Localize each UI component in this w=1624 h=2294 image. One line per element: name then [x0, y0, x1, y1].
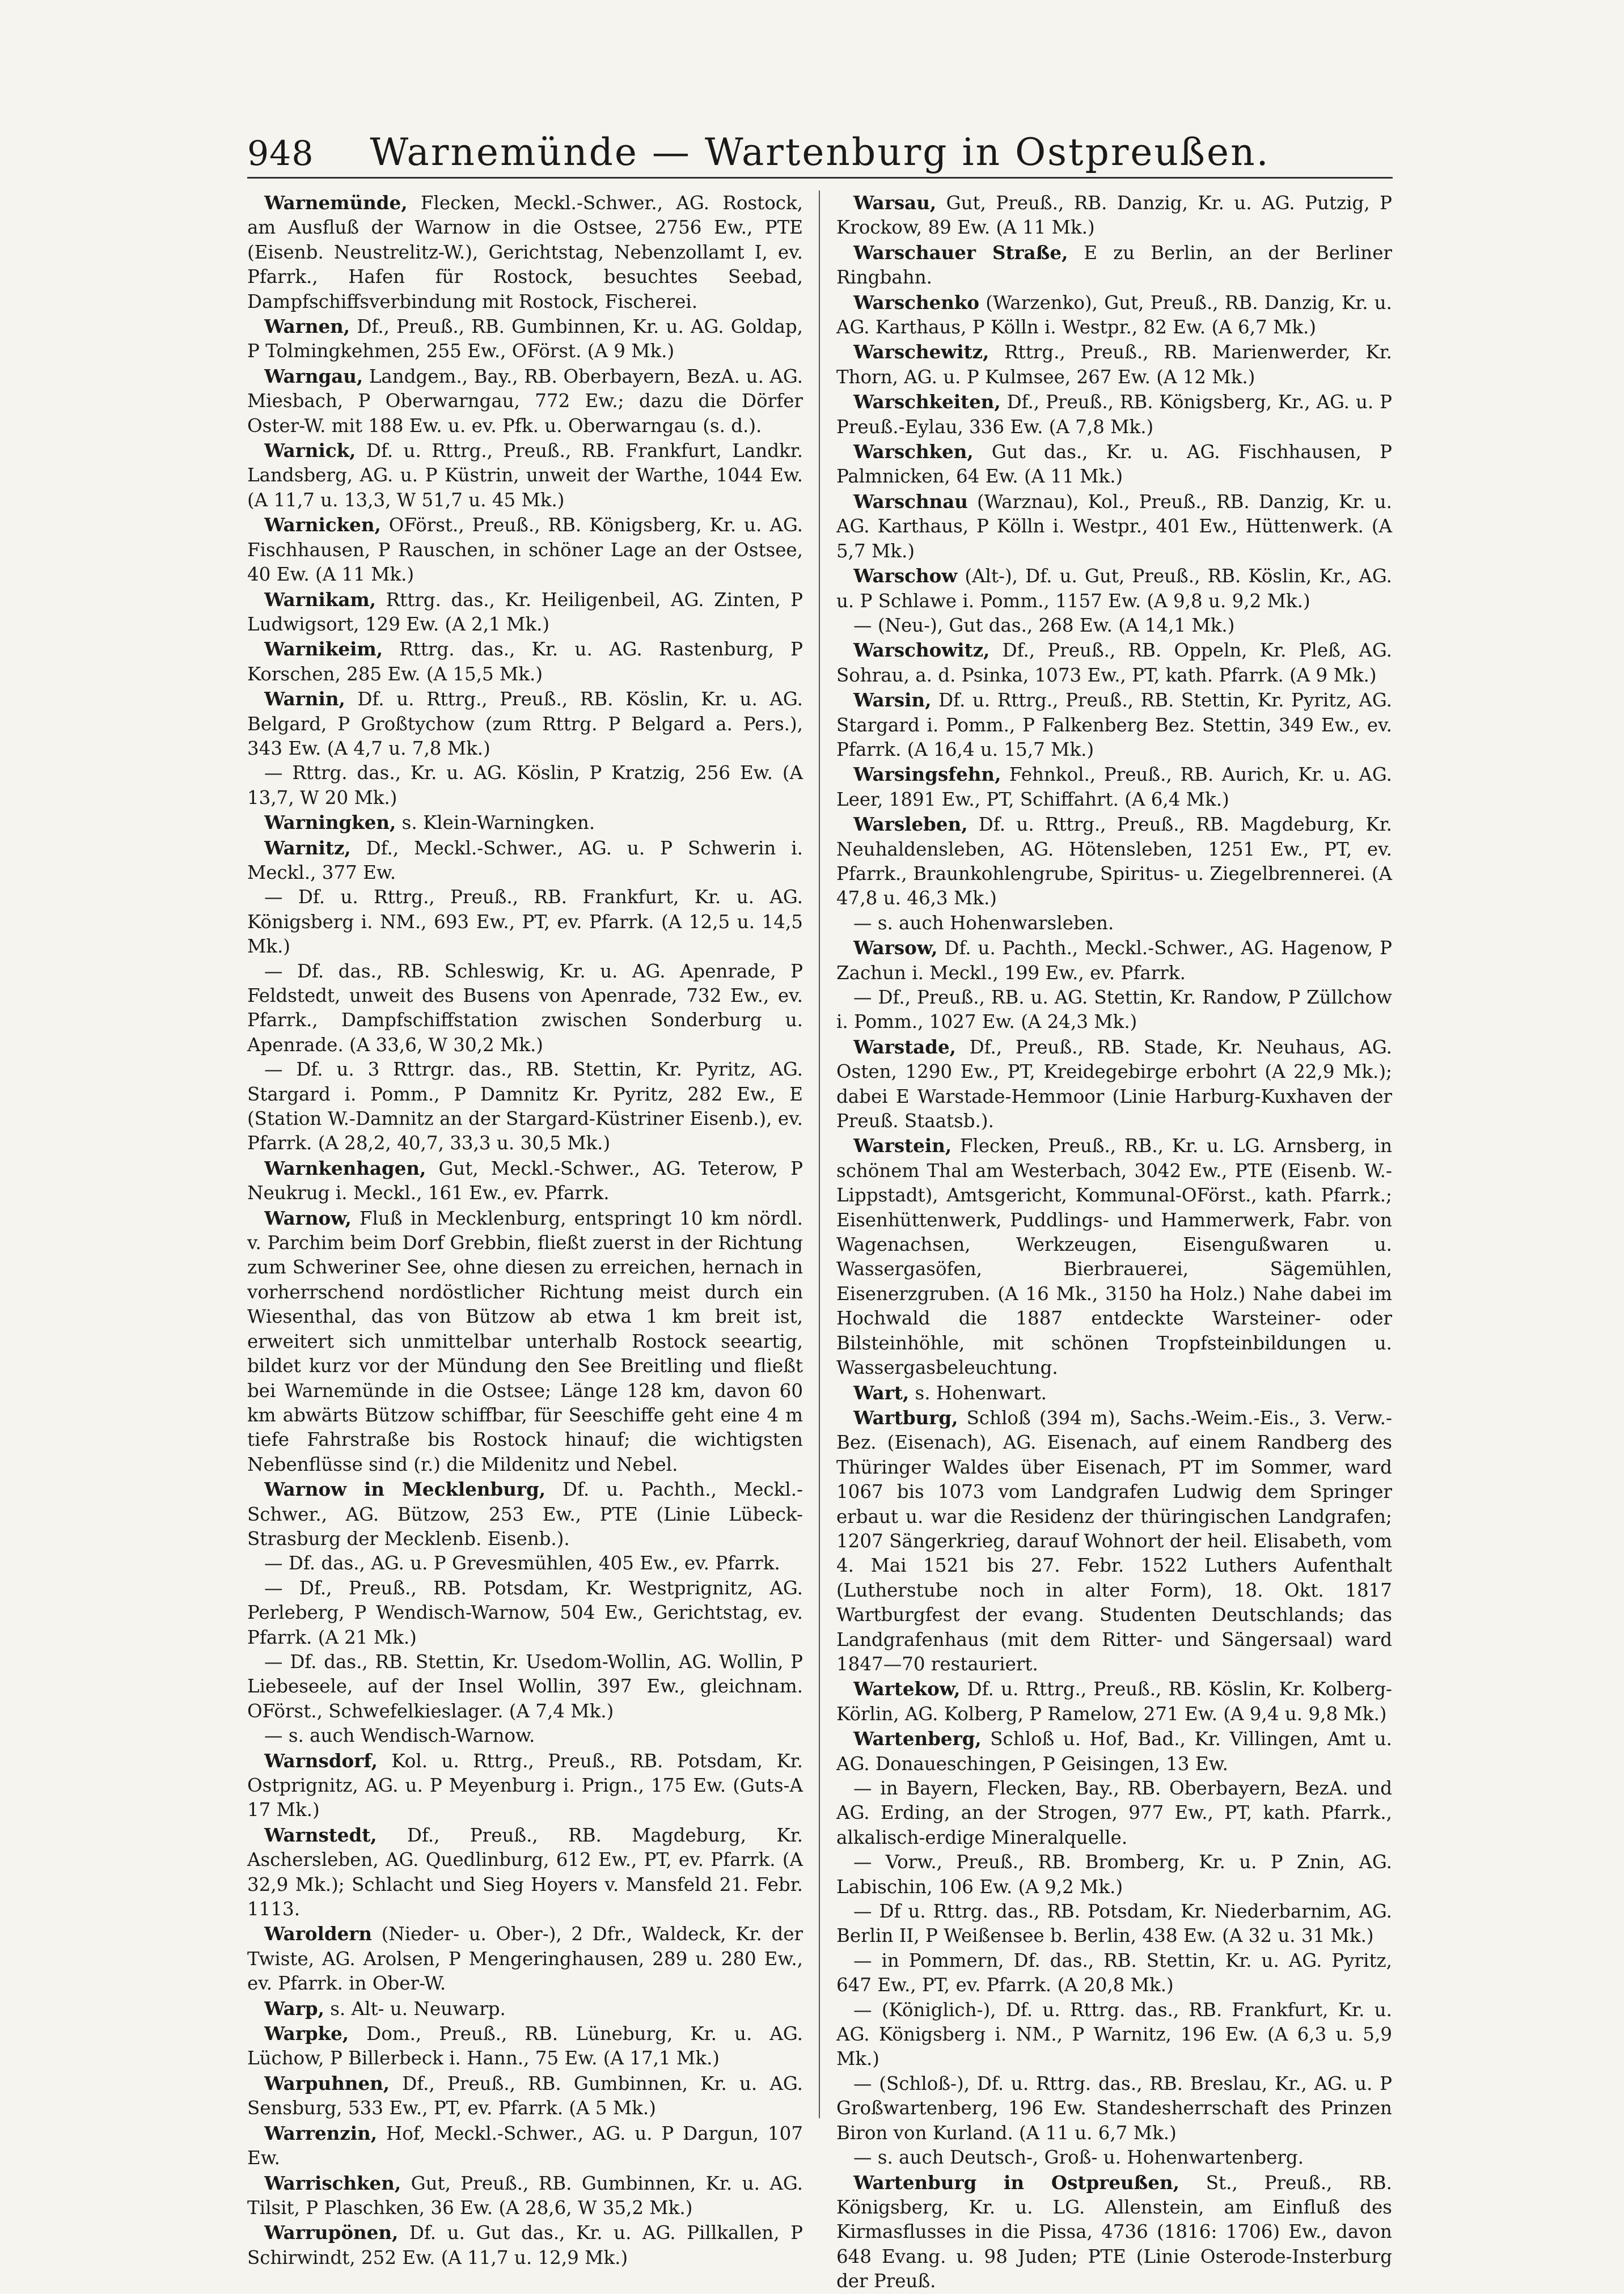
gazetteer-entry: [836, 1726, 1392, 1776]
entry-text: s. Klein-Warningken.: [396, 812, 595, 834]
entry-headword: Warschauer Straße,: [853, 241, 1068, 264]
entry-headword: Warrenzin,: [264, 2122, 378, 2144]
entry-headword: Wartenburg in Ostpreußen,: [853, 2171, 1179, 2194]
gazetteer-entry: [247, 1057, 803, 1156]
entry-text: Df., Preuß., RB. Magdeburg, Kr. Aschersleben, AG. Quedlinburg, 612 Ew., PT, ev. Pfarrk. (A 32,9 Mk.); Schlacht und Sieg Hoyers v. Mansfeld 21. Febr. 1113.: [247, 1824, 803, 1920]
gazetteer-entry: [247, 2071, 803, 2121]
entry-headword: Warnow,: [264, 1207, 352, 1229]
gazetteer-entry: [247, 1921, 803, 1996]
entry-headword: Warngau,: [264, 365, 363, 387]
entry-text: — (Schloß-), Df. u. Rttrg. das., RB. Breslau, Kr., AG. u. P Großwartenberg, 196 Ew. Standesherrschaft des Prinzen Biron von Kurland. (A 11 u. 6,7 Mk.): [836, 2072, 1392, 2144]
gazetteer-entry: [247, 1823, 803, 1922]
entry-headword: Warschenko: [853, 291, 980, 314]
gazetteer-entry: [836, 439, 1392, 489]
entry-headword: Warnicken,: [264, 514, 381, 536]
gazetteer-entry: [836, 1035, 1392, 1134]
gazetteer-entry: [247, 885, 803, 959]
entry-text: Flecken, Meckl.-Schwer., AG. Rostock, am Ausfluß der Warnow in die Ostsee, 2756 Ew., PTE (Eisenb. Neustrelitz-W.), Gerichtstag, Nebenzollamt I, ev. Pfarrk., Hafen für Rostock, besuchtes Seebad, Dampfschiffsverbindung mit Rostock, Fischerei.: [247, 192, 803, 312]
entry-text: Df., Preuß., RB. Gumbinnen, Kr. u. AG. Goldap, P Tolmingkehmen, 255 Ew., OFörst. (A 9 Mk.): [247, 316, 803, 362]
entry-headword: Warschken,: [853, 441, 974, 463]
entry-text: Df. u. Rttrg., Preuß., RB. Köslin, Kr. Kolberg-Körlin, AG. Kolberg, P Ramelow, 271 Ew. (A 9,4 u. 9,8 Mk.): [836, 1678, 1392, 1725]
gazetteer-entry: [836, 911, 1392, 936]
gazetteer-entry: [247, 2121, 803, 2171]
entry-text: Df., Preuß., RB. Königsberg, Kr., AG. u. P Preuß.-Eylau, 336 Ew. (A 7,8 Mk.): [836, 391, 1392, 438]
gazetteer-entry: [247, 364, 803, 438]
entry-text: Rttrg. das., Kr. u. AG. Rastenburg, P Korschen, 285 Ew. (A 15,5 Mk.): [247, 638, 803, 685]
gazetteer-entry: [836, 638, 1392, 688]
entry-text: St., Preuß., RB. Königsberg, Kr. u. LG. Allenstein, am Einfluß des Kirmasflusses in die Pissa, 4736 (1816: 1706) Ew., davon 648 Evang. u. 98 Juden; PTE (Linie Osterode-Insterburg der Preuß.: [836, 2172, 1392, 2292]
gazetteer-entry: [247, 1477, 803, 1551]
entry-text: Gut das., Kr. u. AG. Fischhausen, P Palmnicken, 64 Ew. (A 11 Mk.): [836, 441, 1392, 488]
entry-headword: Warschewitz,: [853, 341, 989, 363]
gazetteer-entry: [247, 959, 803, 1058]
entry-headword: Warsow,: [853, 937, 938, 959]
gazetteer-entry: [247, 587, 803, 637]
entry-text: Fehnkol., Preuß., RB. Aurich, Kr. u. AG. Leer, 1891 Ew., PT, Schiffahrt. (A 6,4 Mk.): [836, 764, 1392, 810]
gazetteer-entry: [836, 340, 1392, 390]
entry-headword: Warp,: [264, 1997, 324, 2020]
entry-headword: Warrischken,: [264, 2172, 401, 2194]
gazetteer-entry: [836, 1949, 1392, 1998]
entry-headword: Waroldern: [264, 1923, 373, 1945]
entry-text: — s. auch Deutsch-, Groß- u. Hohenwartenberg.: [853, 2147, 1304, 2169]
gazetteer-entry: [836, 1381, 1392, 1406]
entry-text: Df., Preuß., RB. Stade, Kr. Neuhaus, AG. Osten, 1290 Ew., PT, Kreidegebirge erbohrt (A 22,9 Mk.); dabei E Warstade-Hemmoor (Linie Harburg-Kuxhaven der Preuß. Staatsb.).: [836, 1036, 1392, 1132]
entry-text: Landgem., Bay., RB. Oberbayern, BezA. u. AG. Miesbach, P Oberwarngau, 772 Ew.; dazu die Dörfer Oster-W. mit 188 Ew. u. ev. Pfk. u. Oberwarngau (s. d.).: [247, 365, 803, 437]
entry-text: (Warzenko), Gut, Preuß., RB. Danzig, Kr. u. AG. Karthaus, P Kölln i. Westpr., 82 Ew. (A 6,7 Mk.): [836, 291, 1392, 338]
entry-headword: Warnin,: [264, 688, 345, 710]
entry-text: Gut, Preuß., RB. Gumbinnen, Kr. u. AG. Tilsit, P Plaschken, 36 Ew. (A 28,6, W 35,2 Mk.): [247, 2172, 803, 2219]
gazetteer-entry: [836, 985, 1392, 1035]
entry-text: Df. u. Rttrg., Preuß., RB. Köslin, Kr. u. AG. Belgard, P Großtychow (zum Rttrg. P Belgard a. Pers.), 343 Ew. (A 4,7 u. 7,8 Mk.): [247, 688, 803, 759]
gazetteer-entry: [836, 1406, 1392, 1677]
gazetteer-entry: [836, 2170, 1392, 2294]
entry-text: Flecken, Preuß., RB., Kr. u. LG. Arnsberg, in schönem Thal am Westerbach, 3042 Ew., PTE (Eisenb. W.-Lippstadt), Amtsgericht, Kommunal-OFörst., kath. Pfarrk.; Eisenhüttenwerk, Puddlings- und Hammerwerk, Fabr. von Wagenachsen, Werkzeugen, Eisengußwaren u. Wassergasöfen, Bierbrauerei, Sägemühlen, Eisenerzgruben. (A 16 Mk., 3150 ha Holz.) Nahe dabei im Hochwald die 1887 entdeckte Warsteiner- oder Bilsteinhöhle, mit schönen Tropfsteinbildungen u. Wassergasbeleuchtung.: [836, 1135, 1392, 1379]
entry-headword: Warpke,: [264, 2022, 349, 2045]
gazetteer-entry: [247, 1206, 803, 1477]
entry-text: Df. u. Pachth., Meckl.-Schwer., AG. Bützow, 253 Ew., PTE (Linie Lübeck-Strasburg der Mecklenb. Eisenb.).: [247, 1479, 803, 1550]
gazetteer-entry: [247, 513, 803, 587]
gazetteer-entry: [836, 290, 1392, 340]
header-rule: [247, 177, 1393, 179]
entry-headword: Warsin,: [853, 689, 932, 712]
gazetteer-entry: [836, 1850, 1392, 1899]
entry-text: Df. u. Gut das., Kr. u. AG. Pillkallen, P Schirwindt, 252 Ew. (A 11,7 u. 12,9 Mk.): [247, 2222, 803, 2268]
entry-headword: Warschow: [853, 565, 958, 587]
left-column: [247, 191, 803, 2268]
entry-headword: Warschowitz,: [853, 639, 990, 662]
entry-headword: Warsingsfehn,: [853, 763, 1001, 786]
gazetteer-entry: [836, 240, 1392, 290]
gazetteer-entry: [836, 390, 1392, 439]
entry-text: — Vorw., Preuß., RB. Bromberg, Kr. u. P Znin, AG. Labischin, 106 Ew. (A 9,2 Mk.): [836, 1851, 1392, 1898]
entry-headword: Warnitz,: [264, 836, 351, 859]
gazetteer-entry: [247, 1551, 803, 1576]
entry-text: — Df. das., AG. u. P Grevesmühlen, 405 Ew., ev. Pfarrk.: [264, 1552, 780, 1575]
entry-text: — Df., Preuß., RB. u. AG. Stettin, Kr. Randow, P Züllchow i. Pomm., 1027 Ew. (A 24,3 Mk.): [836, 987, 1392, 1033]
entry-text: (Alt-), Df. u. Gut, Preuß., RB. Köslin, Kr., AG. u. P Schlawe i. Pomm., 1157 Ew. (A 9,8 u. 9,2 Mk.): [836, 565, 1392, 612]
gazetteer-entry: [836, 936, 1392, 985]
entry-text: E zu Berlin, an der Berliner Ringbahn.: [836, 242, 1392, 289]
entry-text: — Df u. Rttrg. das., RB. Potsdam, Kr. Niederbarnim, AG. Berlin II, P Weißensee b. Berlin, 438 Ew. (A 32 u. 31 Mk.): [836, 1901, 1392, 1947]
gazetteer-entry: [247, 761, 803, 810]
entry-text: Df. u. Rttrg., Preuß., RB. Stettin, Kr. Pyritz, AG. Stargard i. Pomm., P Falkenberg Bez. Stettin, 349 Ew., ev. Pfarrk. (A 16,4 u. 15,7 Mk.): [836, 689, 1392, 760]
entry-text: — s. auch Hohenwarsleben.: [853, 912, 1114, 934]
entry-headword: Warnstedt,: [264, 1823, 377, 1846]
entry-text: Hof, Meckl.-Schwer., AG. u. P Dargun, 107 Ew.: [247, 2122, 803, 2169]
entry-text: Gut, Meckl.-Schwer., AG. Teterow, P Neukrug i. Meckl., 161 Ew., ev. Pfarrk.: [247, 1157, 803, 1204]
column-divider: [819, 191, 820, 2118]
entry-headword: Warrupönen,: [264, 2221, 399, 2244]
gazetteer-entry: [247, 687, 803, 761]
entry-text: — in Pommern, Df. das., RB. Stettin, Kr. u. AG. Pyritz, 647 Ew., PT, ev. Pfarrk. (A 20,8 Mk.): [836, 1949, 1392, 1996]
gazetteer-entry: [247, 2171, 803, 2221]
right-column: [836, 191, 1392, 2292]
gazetteer-entry: [247, 191, 803, 314]
entry-text: — (Neu-), Gut das., 268 Ew. (A 14,1 Mk.): [853, 614, 1235, 636]
page-number: 948: [247, 134, 314, 173]
entry-text: Dom., Preuß., RB. Lüneburg, Kr. u. AG. Lüchow, P Billerbeck i. Hann., 75 Ew. (A 17,1 Mk.): [247, 2023, 803, 2069]
entry-headword: Warnen,: [264, 315, 350, 338]
gazetteer-entry: [836, 2072, 1392, 2145]
entry-text: — in Bayern, Flecken, Bay., RB. Oberbayern, BezA. und AG. Erding, an der Strogen, 977 Ew., PT, kath. Pfarrk., alkalisch-erdige Mineralquelle.: [836, 1777, 1392, 1848]
gazetteer-entry: [247, 2220, 803, 2270]
entry-text: Df. u. Pachth., Meckl.-Schwer., AG. Hagenow, P Zachun i. Meckl., 199 Ew., ev. Pfarrk.: [836, 937, 1392, 984]
entry-headword: Warningken,: [264, 811, 396, 834]
entry-text: OFörst., Preuß., RB. Königsberg, Kr. u. AG. Fischhausen, P Rauschen, in schöner Lage an der Ostsee, 40 Ew. (A 11 Mk.): [247, 514, 803, 586]
gazetteer-entry: [836, 1899, 1392, 1949]
entry-text: — Rttrg. das., Kr. u. AG. Köslin, P Kratzig, 256 Ew. (A 13,7, W 20 Mk.): [247, 762, 803, 809]
entry-text: — Df. u. Rttrg., Preuß., RB. Frankfurt, Kr. u. AG. Königsberg i. NM., 693 Ew., PT, ev. Pfarrk. (A 12,5 u. 14,5 Mk.): [247, 886, 803, 958]
entry-text: Schloß u. Hof, Bad., Kr. Villingen, Amt u. AG. Donaueschingen, P Geisingen, 13 Ew.: [836, 1728, 1392, 1775]
gazetteer-entry: [247, 2021, 803, 2071]
gazetteer-entry: [836, 1677, 1392, 1726]
gazetteer-entry: [247, 1576, 803, 1650]
entry-headword: Warnsdorf,: [264, 1749, 378, 1772]
entry-headword: Wartburg,: [853, 1406, 958, 1429]
entry-text: Fluß in Mecklenburg, entspringt 10 km nördl. v. Parchim beim Dorf Grebbin, fließt zuerst in der Richtung zum Schweriner See, ohne diesen zu erreichen, hernach in vorherrschend nordöstlicher Richtung meist durch ein Wiesenthal, das von Bützow ab etwa 1 km breit ist, erweitert sich unmittelbar unterhalb Rostock seeartig, bildet kurz vor der Mündung den See Breitling und fließt bei Warnemünde in die Ostsee; Länge 128 km, davon 60 km abwärts Bützow schiffbar, für Seeschiffe geht eine 4 m tiefe Fahrstraße bis Rostock hinauf; die wichtigsten Nebenflüsse sind (r.) die Mildenitz und Nebel.: [247, 1207, 803, 1475]
entry-text: — Df., Preuß., RB. Potsdam, Kr. Westprignitz, AG. Perleberg, P Wendisch-Warnow, 504 Ew., Gerichtstag, ev. Pfarrk. (A 21 Mk.): [247, 1577, 803, 1648]
entry-headword: Warnikeim,: [264, 638, 383, 661]
entry-text: Rttrg., Preuß., RB. Marienwerder, Kr. Thorn, AG. u. P Kulmsee, 267 Ew. (A 12 Mk.): [836, 341, 1392, 388]
gazetteer-entry: [836, 1133, 1392, 1380]
entry-text: Df. u. Rttrg., Preuß., RB. Frankfurt, Landkr. Landsberg, AG. u. P Küstrin, unweit der Warthe, 1044 Ew. (A 11,7 u. 13,3, W 51,7 u. 45 Mk.): [247, 440, 803, 511]
gazetteer-entry: [836, 812, 1392, 911]
entry-headword: Warnemünde,: [264, 192, 408, 214]
entry-headword: Warsleben,: [853, 813, 968, 836]
entry-text: Df., Preuß., RB. Oppeln, Kr. Pleß, AG. Sohrau, a. d. Psinka, 1073 Ew., PT, kath. Pfarrk. (A 9 Mk.): [836, 640, 1392, 686]
gazetteer-entry: [836, 688, 1392, 762]
entry-text: Gut, Preuß., RB. Danzig, Kr. u. AG. Putzig, P Krockow, 89 Ew. (A 11 Mk.): [836, 192, 1392, 239]
page-header: [247, 130, 1393, 193]
gazetteer-entry: [247, 1724, 803, 1748]
gazetteer-entry: [836, 762, 1392, 812]
entry-headword: Warsau,: [853, 192, 937, 214]
gazetteer-entry: [247, 1996, 803, 2021]
gazetteer-entry: [247, 836, 803, 886]
entry-headword: Warpuhnen,: [264, 2072, 390, 2094]
entry-text: — (Königlich-), Df. u. Rttrg. das., RB. Frankfurt, Kr. u. AG. Königsberg i. NM., P Warnitz, 196 Ew. (A 6,3 u. 5,9 Mk.): [836, 1999, 1392, 2070]
entry-headword: Warschnau: [853, 490, 968, 513]
entry-text: s. Hohenwart.: [909, 1382, 1047, 1404]
gazetteer-entry: [247, 314, 803, 364]
gazetteer-entry: [836, 2145, 1392, 2170]
entry-headword: Wartekow,: [853, 1678, 961, 1700]
entry-headword: Warnikam,: [264, 588, 377, 611]
gazetteer-entry: [836, 489, 1392, 564]
entry-headword: Wartenberg,: [853, 1728, 982, 1750]
entry-text: Kol. u. Rttrg., Preuß., RB. Potsdam, Kr. Ostprignitz, AG. u. P Meyenburg i. Prign., 175 Ew. (Guts-A 17 Mk.): [247, 1750, 803, 1821]
gazetteer-entry: [836, 1998, 1392, 2072]
entry-text: s. Alt- u. Neuwarp.: [324, 1997, 506, 2020]
gazetteer-entry: [247, 1749, 803, 1823]
entry-text: (Nieder- u. Ober-), 2 Dfr., Waldeck, Kr. der Twiste, AG. Arolsen, P Mengeringhausen, 289 u. 280 Ew., ev. Pfarrk. in Ober-W.: [247, 1923, 803, 1995]
gazetteer-entry: [836, 613, 1392, 638]
entry-text: Rttrg. das., Kr. Heiligenbeil, AG. Zinten, P Ludwigsort, 129 Ew. (A 2,1 Mk.): [247, 589, 803, 635]
entry-text: — Df. u. 3 Rttrgr. das., RB. Stettin, Kr. Pyritz, AG. Stargard i. Pomm., P Damnitz Kr. Pyritz, 282 Ew., E (Station W.-Damnitz an der Stargard-Küstriner Eisenb.), ev. Pfarrk. (A 28,2, 40,7, 33,3 u. 30,5 Mk.): [247, 1059, 803, 1154]
entry-headword: Warstein,: [853, 1135, 952, 1157]
gazetteer-entry: [247, 1156, 803, 1206]
entry-text: — s. auch Wendisch-Warnow.: [264, 1725, 535, 1747]
entry-headword: Warnick,: [264, 439, 356, 462]
gazetteer-entry: [836, 191, 1392, 240]
entry-headword: Warschkeiten,: [853, 391, 1001, 413]
entry-text: Df. u. Rttrg., Preuß., RB. Magdeburg, Kr. Neuhaldensleben, AG. Hötensleben, 1251 Ew., PT, ev. Pfarrk., Braunkohlengrube, Spiritus- u. Ziegelbrennerei. (A 47,8 u. 46,3 Mk.): [836, 814, 1392, 909]
gazetteer-entry: [836, 1776, 1392, 1850]
entry-headword: Warstade,: [853, 1035, 956, 1058]
entry-headword: Warnow in Mecklenburg,: [264, 1478, 546, 1501]
entry-text: Schloß (394 m), Sachs.-Weim.-Eis., 3. Verw.-Bez. (Eisenach), AG. Eisenach, auf einem Randberg des Thüringer Waldes über Eisenach, PT im Sommer, ward 1067 bis 1073 vom Landgrafen Ludwig dem Springer erbaut u. war die Residenz der thüringischen Landgrafen; 1207 Sängerkrieg, darauf Wohnort der heil. Elisabeth, vom 4. Mai 1521 bis 27. Febr. 1522 Luthers Aufenthalt (Lutherstube noch in alter Form), 18. Okt. 1817 Wartburgfest der evang. Studenten Deutschlands; das Landgrafenhaus (mit dem Ritter- und Sängersaal) ward 1847—70 restauriert.: [836, 1407, 1392, 1675]
entry-headword: Warnkenhagen,: [264, 1157, 426, 1179]
entry-text: Df., Meckl.-Schwer., AG. u. P Schwerin i. Meckl., 377 Ew.: [247, 837, 803, 883]
entry-headword: Wart,: [853, 1381, 910, 1404]
entry-text: — Df. das., RB. Schleswig, Kr. u. AG. Apenrade, P Feldstedt, unweit des Busens von Apenrade, 732 Ew., ev. Pfarrk., Dampfschiffstation zwischen Sonderburg u. Apenrade. (A 33,6, W 30,2 Mk.): [247, 960, 803, 1056]
gazetteer-entry: [247, 1650, 803, 1724]
running-title: Warnemünde — Wartenburg in Ostpreußen.: [370, 130, 1270, 174]
entry-text: (Warznau), Kol., Preuß., RB. Danzig, Kr. u. AG. Karthaus, P Kölln i. Westpr., 401 Ew., Hüttenwerk. (A 5,7 Mk.): [836, 490, 1392, 562]
gazetteer-entry: [247, 810, 803, 835]
gazetteer-entry: [247, 438, 803, 513]
entry-text: — Df. das., RB. Stettin, Kr. Usedom-Wollin, AG. Wollin, P Liebeseele, auf der Insel Wollin, 397 Ew., gleichnam. OFörst., Schwefelkieslager. (A 7,4 Mk.): [247, 1650, 803, 1722]
entry-text: Df., Preuß., RB. Gumbinnen, Kr. u. AG. Sensburg, 533 Ew., PT, ev. Pfarrk. (A 5 Mk.): [247, 2072, 803, 2119]
gazetteer-entry: [247, 637, 803, 687]
gazetteer-entry: [836, 564, 1392, 613]
